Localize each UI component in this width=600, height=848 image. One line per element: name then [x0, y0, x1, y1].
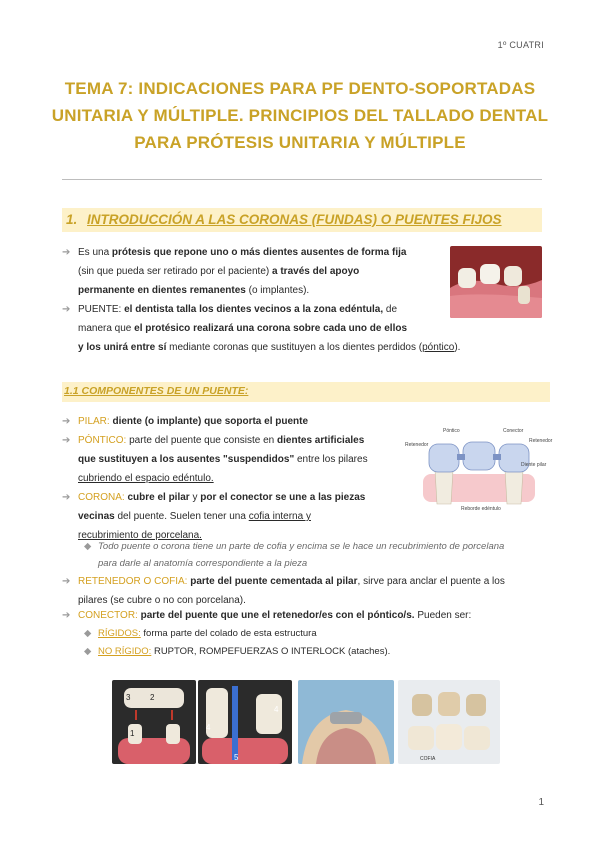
intro-paragraph-1: ➔ Es una prótesis que repone uno o más dientes ausentes de forma fija (sin que pueda ser retirado por el paciente) a través del apoyo permanente en dientes remanentes (o implantes). [62, 243, 442, 300]
arrow-icon: ➔ [62, 576, 71, 587]
diagram-label-retenedor-left: Retenedor [405, 442, 429, 448]
divider [62, 179, 542, 180]
arrow-icon: ➔ [62, 416, 71, 427]
diamond-bullet-icon: ◆ [84, 646, 92, 657]
title-line-2: UNITARIA Y MÚLTIPLE. PRINCIPIOS DEL TALLADO DENTAL [51, 106, 549, 125]
section-1-1-heading: 1.1 COMPONENTES DE UN PUENTE: [62, 382, 550, 402]
photo-label-4b: 4 [274, 705, 279, 714]
section-1-number: 1. [66, 212, 78, 227]
bridge-steps-photo-1 [112, 680, 196, 764]
conector-item: ➔ CONECTOR: parte del puente que une el retenedor/es con el póntico/s. Pueden ser: [62, 606, 552, 625]
page-title [40, 75, 560, 156]
corona-item: ➔ CORONA: cubre el pilar y por el conector se une a las piezas vecinas del puente. Suelen tener una cofia interna y recubrimiento de porcelana. [62, 488, 402, 545]
diagram-label-diente-pilar: Diente pilar [521, 462, 547, 468]
diamond-bullet-icon: ◆ [84, 628, 92, 639]
photo-label-1: 1 [130, 729, 135, 738]
bridge-steps-photo-2 [198, 680, 292, 764]
title-line-3: PARA PRÓTESIS UNITARIA Y MÚLTIPLE [134, 133, 466, 152]
section-1-title: INTRODUCCIÓN A LAS CORONAS (FUNDAS) O PUENTES FIJOS [87, 212, 502, 227]
arrow-icon: ➔ [62, 610, 71, 621]
pontico-item: ➔ PÓNTICO: parte del puente que consiste en dientes artificiales que sustituyen a los ausentes "suspendidos" entre los pilares cubriendo el espacio edéntulo. [62, 431, 402, 488]
arrow-icon: ➔ [62, 247, 71, 258]
rigidos-item: ◆ RÍGIDOS: forma parte del colado de esta estructura [84, 625, 544, 642]
header-tag: 1º CUATRI [497, 40, 544, 50]
diagram-label-retenedor-right: Retenedor [529, 438, 553, 444]
metal-framework-photo [298, 680, 394, 764]
page-number: 1 [538, 797, 544, 808]
title-line-1: TEMA 7: INDICACIONES PARA PF DENTO-SOPORTADAS [64, 79, 536, 98]
bridge-model-photo [450, 246, 542, 318]
photo-label-4a: 4 [206, 723, 211, 732]
intro-paragraph-2: ➔ PUENTE: el dentista talla los dientes vecinos a la zona edéntula, de manera que el protésico realizará una corona sobre cada uno de ellos y los unirá entre sí mediante coronas que sustituyen a los dientes perdidos (póntico). [62, 300, 542, 357]
pilar-item: ➔ PILAR: diente (o implante) que soporta el puente [62, 412, 402, 431]
photo-label-3: 3 [126, 693, 131, 702]
diagram-label-pontico: Póntico [443, 428, 460, 434]
diamond-bullet-icon: ◆ [84, 541, 92, 552]
photo-label-5: 5 [234, 753, 239, 762]
bridge-diagram [405, 420, 553, 512]
arrow-icon: ➔ [62, 492, 71, 503]
porcelain-bridge-photo [398, 680, 500, 764]
diagram-label-conector: Conector [503, 428, 524, 434]
arrow-icon: ➔ [62, 435, 71, 446]
section-1-heading [62, 208, 542, 232]
photo-label-2: 2 [150, 693, 155, 702]
corona-note: ◆ Todo puente o corona tiene un parte de cofia y encima se le hace un recubrimiento de porcelana para darle al anatomía correspondiente a la pieza [84, 538, 554, 572]
photo-label-cofia: COFIA [420, 756, 436, 762]
retenedor-item: ➔ RETENEDOR O COFIA: parte del puente cementada al pilar, sirve para anclar el puente a los pilares (se cubre o no con porcelana). [62, 572, 552, 610]
diagram-label-reborde: Reborde edéntulo [461, 506, 501, 512]
no-rigido-item: ◆ NO RÍGIDO: RUPTOR, ROMPEFUERZAS O INTERLOCK (ataches). [84, 643, 544, 660]
arrow-icon: ➔ [62, 304, 71, 315]
